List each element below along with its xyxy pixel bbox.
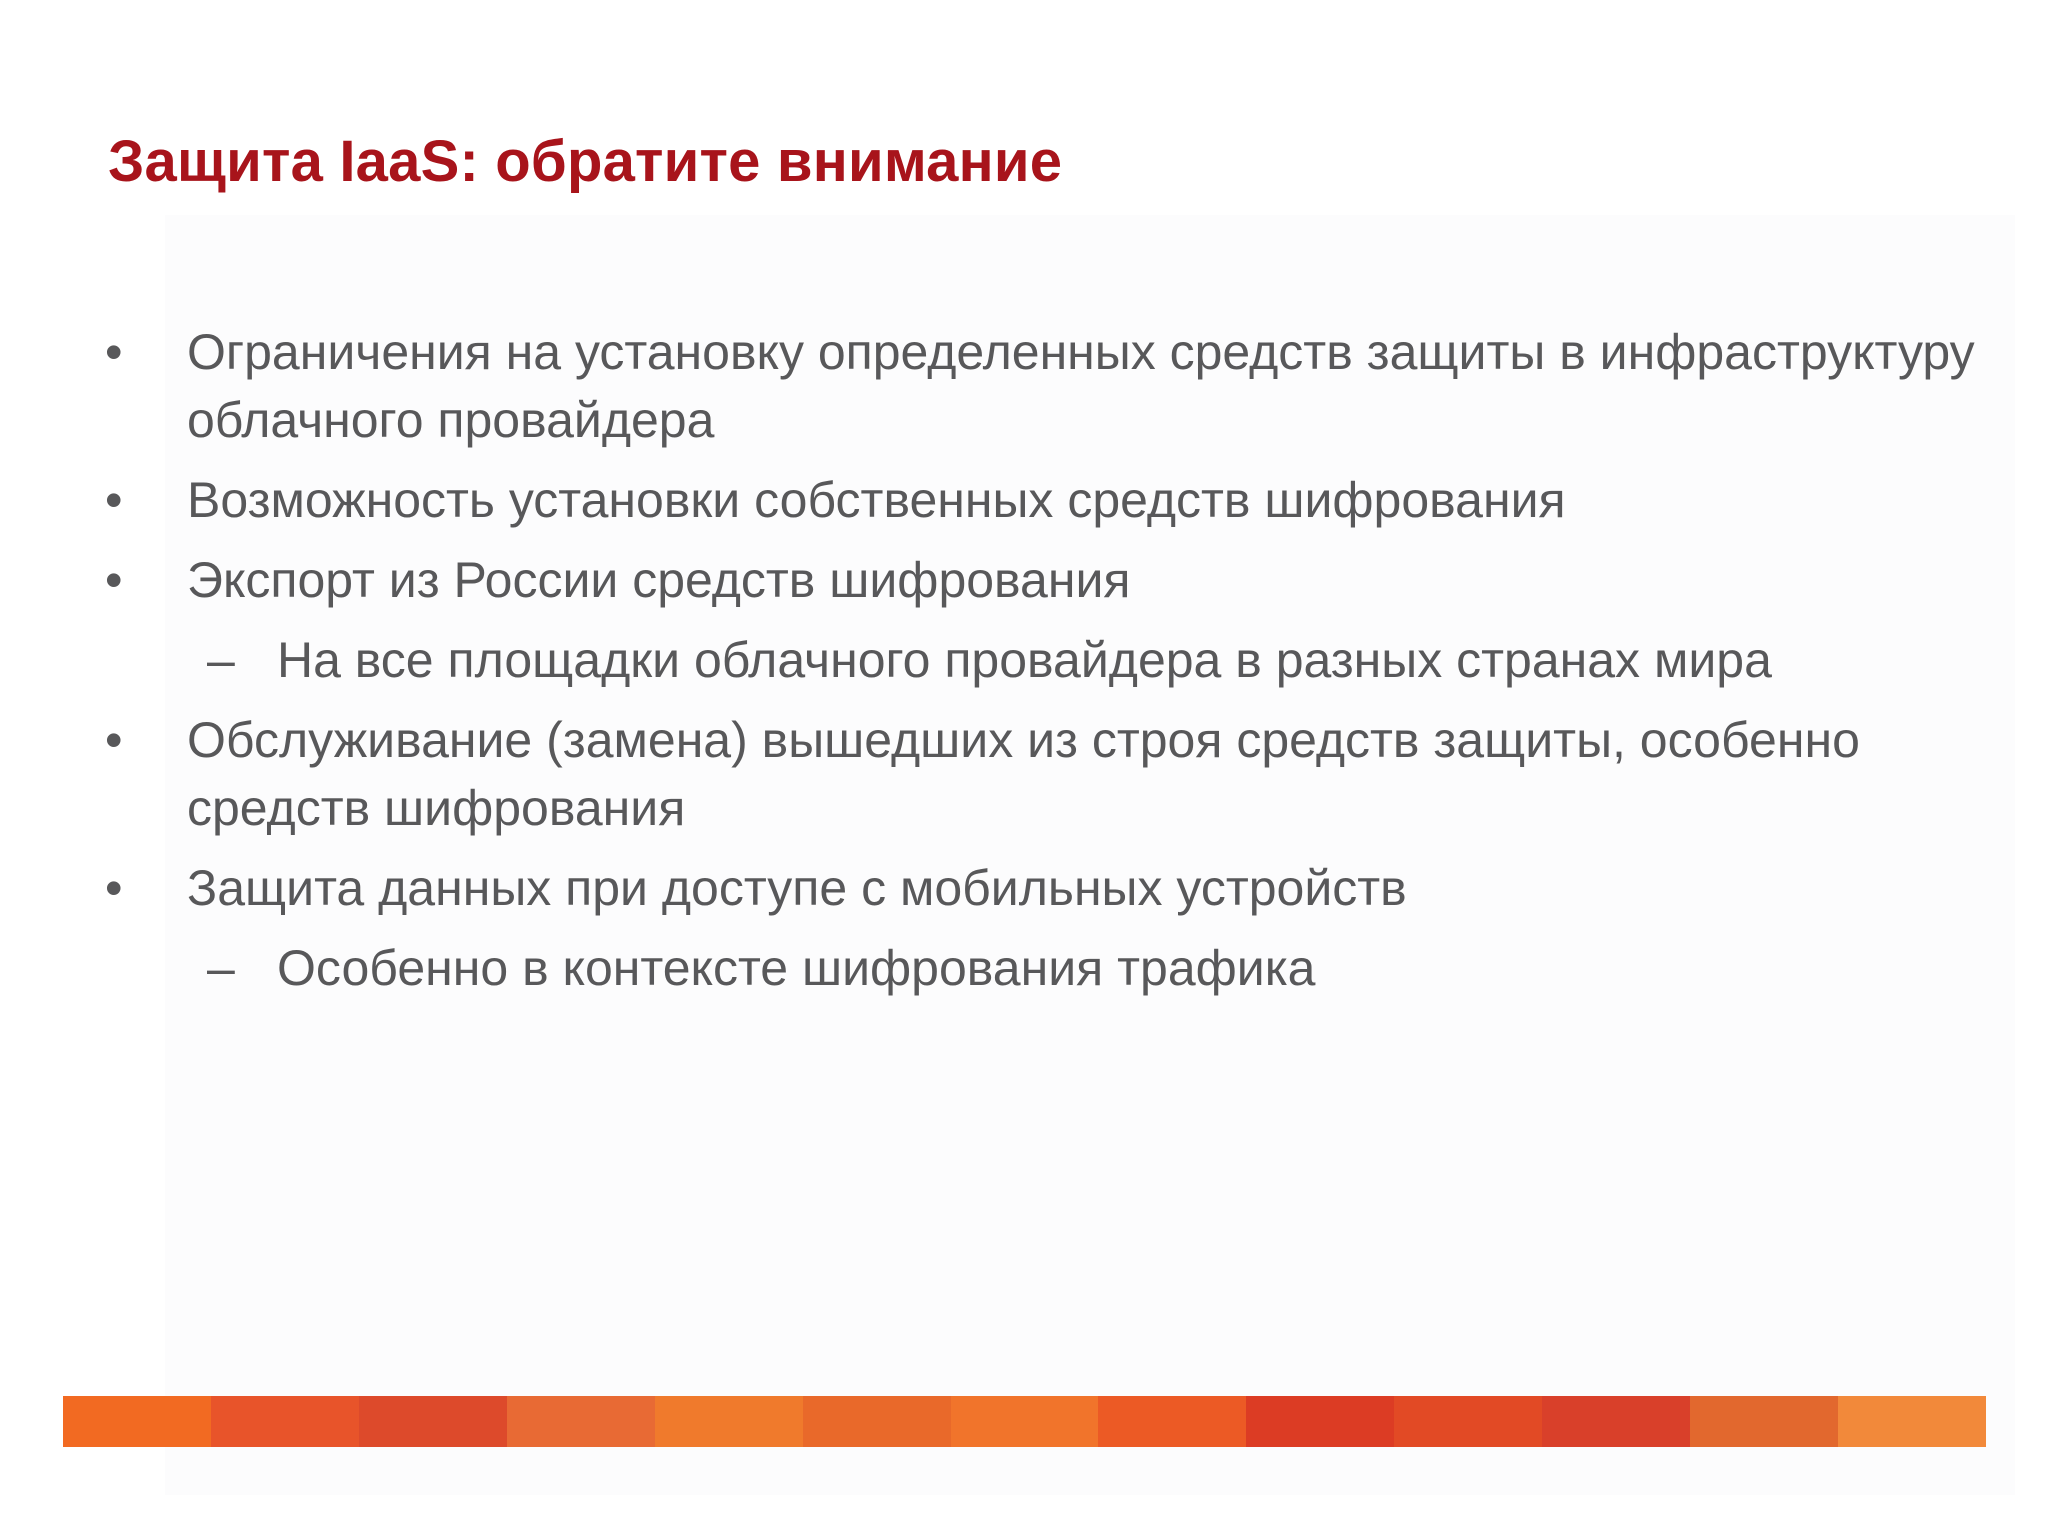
bullet-item	[105, 854, 1985, 922]
bullet-item	[105, 318, 1985, 454]
dash-marker: –	[207, 632, 235, 688]
bullet-marker: •	[105, 324, 123, 380]
footer-bar-segment	[359, 1396, 507, 1447]
footer-bar-segment	[1098, 1396, 1246, 1447]
bullet-item	[105, 466, 1985, 534]
footer-bar-segment	[1838, 1396, 1986, 1447]
bullet-item	[105, 706, 1985, 842]
footer-bar-segment	[507, 1396, 655, 1447]
footer-bar-segment	[655, 1396, 803, 1447]
bullet-marker: •	[105, 712, 123, 768]
bullet-text: Возможность установки собственных средств шифрования	[187, 472, 1566, 528]
bullet-text: Ограничения на установку определенных средств защиты в инфраструктуру облачного провайдера	[187, 324, 1975, 448]
bullet-item	[105, 546, 1985, 614]
bullet-marker: •	[105, 472, 123, 528]
sub-bullet-item	[105, 934, 1985, 1002]
dash-marker: –	[207, 940, 235, 996]
bullet-text: Особенно в контексте шифрования трафика	[277, 940, 1316, 996]
footer-bar-segment	[1246, 1396, 1394, 1447]
footer-bar-segment	[951, 1396, 1099, 1447]
sub-bullet-item	[105, 626, 1985, 694]
footer-bar-segment	[1394, 1396, 1542, 1447]
bullet-text: Экспорт из России средств шифрования	[187, 552, 1131, 608]
footer-bar-segment	[63, 1396, 211, 1447]
bullet-text: Обслуживание (замена) вышедших из строя средств защиты, особенно средств шифрования	[187, 712, 1860, 836]
bullet-text: На все площадки облачного провайдера в разных странах мира	[277, 632, 1772, 688]
footer-bar-segment	[1542, 1396, 1690, 1447]
slide-title: Защита IaaS: обратите внимание	[108, 129, 1063, 194]
footer-color-bar	[63, 1396, 1986, 1447]
footer-bar-segment	[211, 1396, 359, 1447]
footer-bar-segment	[803, 1396, 951, 1447]
footer-bar-segment	[1690, 1396, 1838, 1447]
bullet-marker: •	[105, 552, 123, 608]
bullet-marker: •	[105, 860, 123, 916]
bullet-text: Защита данных при доступе с мобильных устройств	[187, 860, 1407, 916]
bullet-list	[105, 318, 1985, 1014]
